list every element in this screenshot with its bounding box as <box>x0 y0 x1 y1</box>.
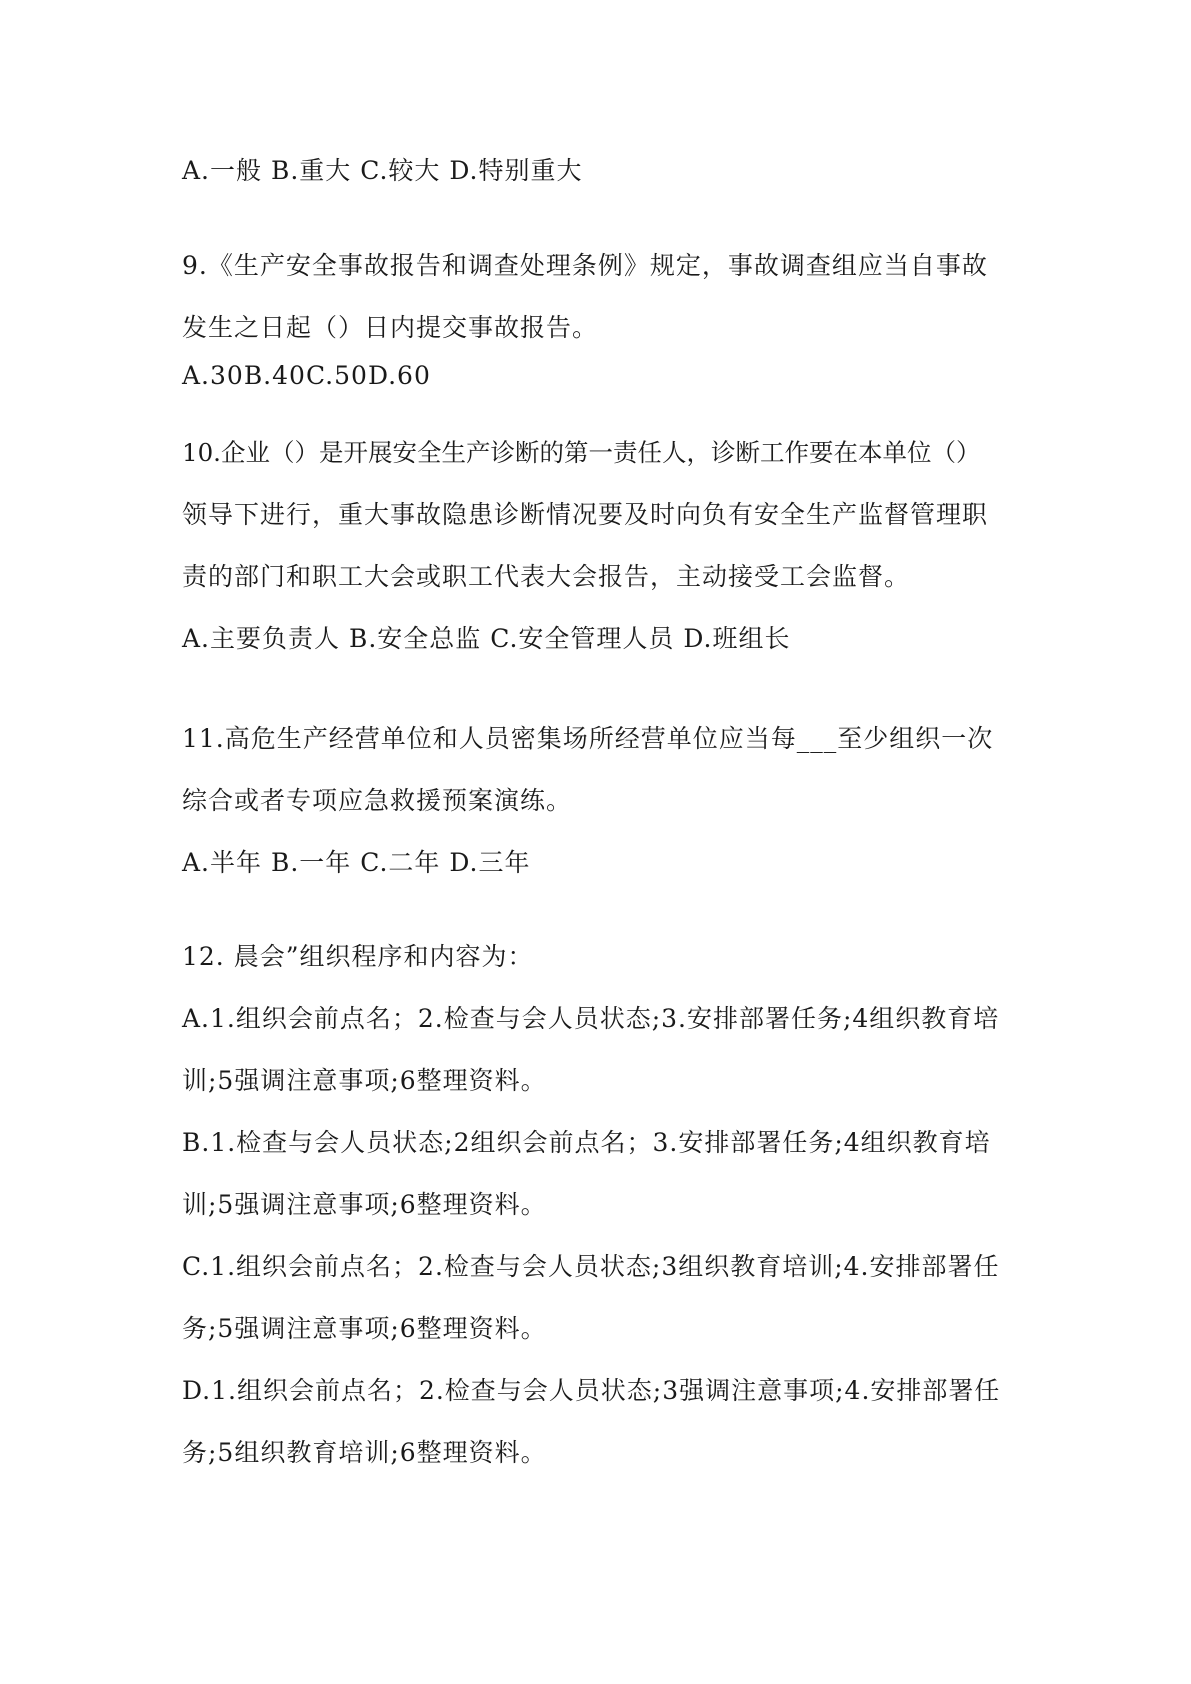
q9-options: A.30B.40C.50D.60 <box>182 361 431 390</box>
q12-option-d-line2: 务;5组织教育培训;6整理资料。 <box>182 1438 547 1467</box>
q9-question-line1: 9.《生产安全事故报告和调查处理条例》规定，事故调查组应当自事故 <box>182 251 988 280</box>
q11-options: A.半年 B.一年 C.二年 D.三年 <box>182 848 531 877</box>
q10-options: A.主要负责人 B.安全总监 C.安全管理人员 D.班组长 <box>182 624 791 653</box>
q12-option-a-line2: 训;5强调注意事项;6整理资料。 <box>182 1066 547 1095</box>
q12-option-d-line1: D.1.组织会前点名；2.检查与会人员状态;3强调注意事项;4.安排部署任 <box>182 1376 1001 1405</box>
q12-option-c-line2: 务;5强调注意事项;6整理资料。 <box>182 1314 547 1343</box>
q10-question-line1: 10.企业（）是开展安全生产诊断的第一责任人，诊断工作要在本单位（） <box>182 438 981 467</box>
q11-question-line2: 综合或者专项应急救援预案演练。 <box>182 786 573 815</box>
q8-options: A.一般 B.重大 C.较大 D.特别重大 <box>182 156 583 185</box>
q10-question-line2: 领导下进行，重大事故隐患诊断情况要及时向负有安全生产监督管理职 <box>182 500 989 529</box>
q11-question-line1: 11.高危生产经营单位和人员密集场所经营单位应当每___至少组织一次 <box>182 724 994 753</box>
q10-question-line3: 责的部门和职工大会或职工代表大会报告，主动接受工会监督。 <box>182 562 911 591</box>
q12-option-b-line2: 训;5强调注意事项;6整理资料。 <box>182 1190 547 1219</box>
q9-question-line2: 发生之日起（）日内提交事故报告。 <box>182 313 599 342</box>
q12-option-b-line1: B.1.检查与会人员状态;2组织会前点名；3.安排部署任务;4组织教育培 <box>182 1128 991 1157</box>
q12-question: 12. 晨会”组织程序和内容为： <box>182 942 534 971</box>
q12-option-c-line1: C.1.组织会前点名；2.检查与会人员状态;3组织教育培训;4.安排部署任 <box>182 1252 1000 1281</box>
q12-option-a-line1: A.1.组织会前点名；2.检查与会人员状态;3.安排部署任务;4组织教育培 <box>182 1004 1000 1033</box>
